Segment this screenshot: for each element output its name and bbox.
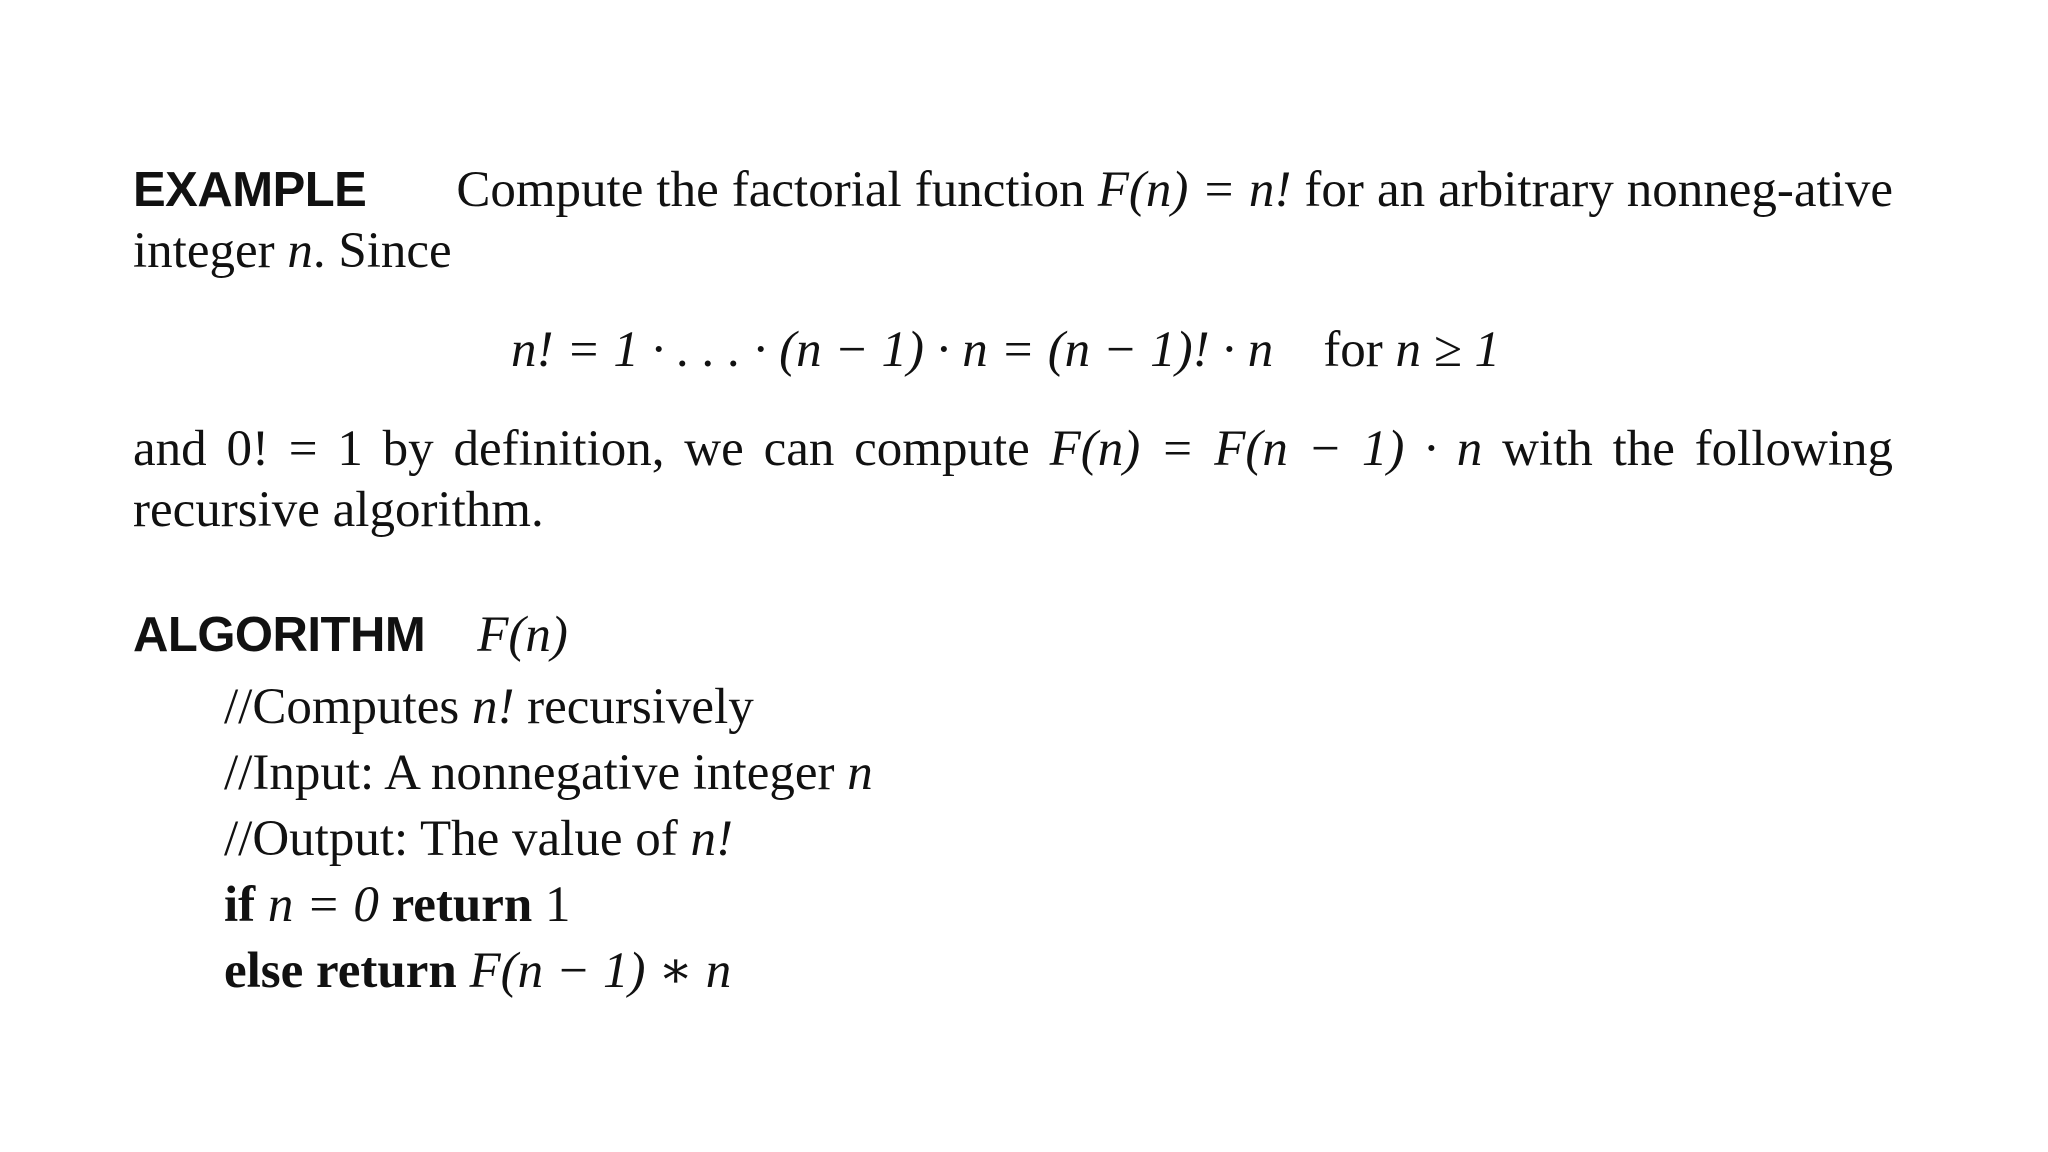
algorithm-body bbox=[133, 674, 1893, 1004]
algorithm-comment-computes bbox=[224, 674, 1893, 740]
comment1-var: n! bbox=[471, 679, 515, 735]
example-text-after-fn: for an arbitrary nonneg-ative integer bbox=[133, 162, 1893, 279]
if-keyword: if bbox=[224, 877, 256, 933]
para2-text-start: and bbox=[133, 421, 227, 477]
display-equation bbox=[133, 320, 1893, 381]
algorithm-header bbox=[133, 605, 1893, 666]
comment1-text: //Computes bbox=[224, 679, 472, 735]
equation-lhs: n! = 1 · . . . · (n − 1) · n = (n − 1)! · n bbox=[511, 322, 1274, 378]
comment3-var: n! bbox=[690, 811, 733, 867]
var-n: n bbox=[287, 223, 313, 279]
example-paragraph bbox=[133, 160, 1893, 282]
document-page bbox=[133, 160, 1893, 1004]
comment2-var: n bbox=[847, 745, 873, 801]
else-return-keyword: else return bbox=[224, 943, 457, 999]
recurrence-expr: F(n) = F(n − 1) · n bbox=[1049, 421, 1483, 477]
example-text-before-fn: Compute the factorial function bbox=[456, 162, 1098, 218]
algorithm-signature: F(n) bbox=[477, 607, 568, 663]
comment2-text: //Input: A nonnegative integer bbox=[224, 745, 848, 801]
algorithm-if-line bbox=[224, 872, 1893, 938]
algorithm-comment-output bbox=[224, 806, 1893, 872]
base-case: 0! = 1 bbox=[226, 421, 363, 477]
algorithm-else-line bbox=[224, 938, 1893, 1004]
equation-for: for bbox=[1323, 322, 1383, 378]
recurrence-paragraph bbox=[133, 419, 1893, 541]
comment3-text: //Output: The value of bbox=[224, 811, 691, 867]
example-heading: EXAMPLE bbox=[133, 163, 367, 217]
example-text-since: . Since bbox=[312, 223, 452, 279]
algorithm-heading: ALGORITHM bbox=[133, 608, 426, 662]
equation-condition: n ≥ 1 bbox=[1395, 322, 1501, 378]
if-condition: n = 0 bbox=[267, 877, 379, 933]
para2-text-end: with the following recursive algorithm. bbox=[133, 421, 1894, 538]
return-value: 1 bbox=[545, 877, 571, 933]
return-keyword: return bbox=[391, 877, 533, 933]
para2-text-mid: by definition, we can compute bbox=[362, 421, 1050, 477]
factorial-function-expr: F(n) = n! bbox=[1097, 162, 1292, 218]
comment1-text-end: recursively bbox=[514, 679, 754, 735]
algorithm-comment-input bbox=[224, 740, 1893, 806]
else-return-expr: F(n − 1) ∗ n bbox=[469, 943, 732, 999]
